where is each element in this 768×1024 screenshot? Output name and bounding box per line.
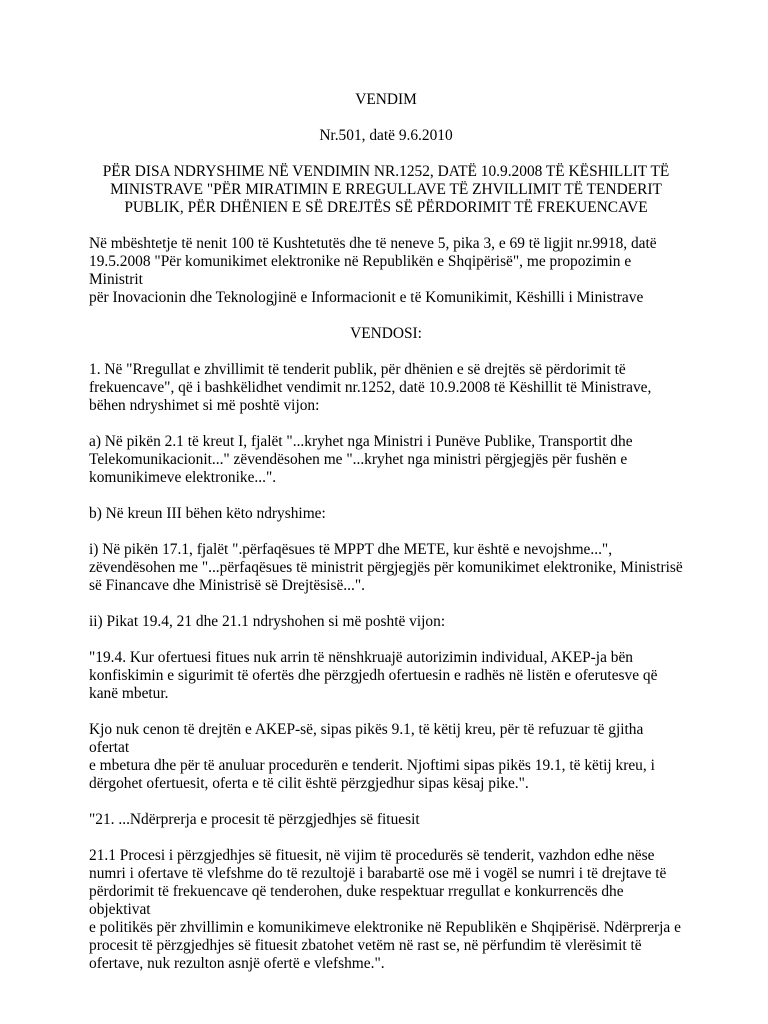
preamble-paragraph [89, 235, 683, 307]
body-line: a) Në pikën 2.1 të kreut I, fjalët "...kryhet nga Ministri i Punëve Publike, Transportit dhe [89, 433, 633, 450]
body-line: "21. ...Ndërprerja e procesit të përzgjedhjes së fituesit [89, 811, 420, 828]
decides-heading: VENDOSI: [350, 325, 422, 342]
body-line: "19.4. Kur ofertuesi fitues nuk arrin të nënshkruajë autorizimin individual, AKEP-ja bën [89, 649, 633, 666]
body-paragraph-19-4 [89, 649, 683, 703]
body-paragraph-akep [89, 721, 683, 793]
subject-line: PËR DISA NDRYSHIME NË VENDIMIN NR.1252, DATË 10.9.2008 TË KËSHILLIT TË [102, 163, 670, 180]
body-paragraph-i [89, 541, 683, 595]
body-paragraph-ii [89, 613, 683, 631]
body-line: dërgohet ofertuesit, oferta e të cilit është përzgjedhur sipas kësaj pike.". [89, 775, 529, 792]
body-line: 1. Në "Rregullat e zhvillimit të tenderit publik, për dhënien e së drejtës së përdorimit të [89, 361, 626, 378]
subject-line: MINISTRAVE "PËR MIRATIMIN E RREGULLAVE TË ZHVILLIMIT TË TENDERIT [110, 181, 662, 198]
body-line: i) Në pikën 17.1, fjalët ".përfaqësues të MPPT dhe METE, kur është e nevojshme...", [89, 541, 613, 558]
preamble-line: për Inovacionin dhe Teknologjinë e Informacionit e të Komunikimit, Këshilli i Ministrave [89, 289, 644, 306]
body-line: kanë mbetur. [89, 685, 169, 702]
body-line: përdorimit të frekuencave që tenderohen, duke respektuar rregullat e konkurrencës dhe objektivat [89, 883, 624, 918]
body-line: konfiskimin e sigurimit të ofertës dhe përzgjedh ofertuesin e radhës në listën e oferutesve që [89, 667, 658, 684]
document-body [89, 91, 683, 991]
body-line: e mbetura dhe për të anuluar procedurën e tenderit. Njoftimi sipas pikës 19.1, të këtij kreu, i [89, 757, 655, 774]
subject-line: PUBLIK, PËR DHËNIEN E SË DREJTËS SË PËRDORIMIT TË FREKUENCAVE [124, 199, 648, 216]
body-paragraph-1 [89, 361, 683, 415]
body-line: 21.1 Procesi i përzgjedhjes së fituesit, në vijim të procedurës së tenderit, vazhdon edhe nëse [89, 847, 655, 864]
body-line: frekuencave", që i bashkëlidhet vendimit nr.1252, datë 10.9.2008 të Këshillit të Ministrave, [89, 379, 652, 396]
preamble-line: 19.5.2008 "Për komunikimet elektronike në Republikën e Shqipërisë", me propozimin e Ministrit [89, 253, 632, 288]
body-line: procesit të përzgjedhjes së fituesit zbatohet vetëm në rast se, në përfundim të vlerësimit të [89, 937, 642, 954]
body-line: b) Në kreun III bëhen këto ndryshime: [89, 505, 326, 522]
body-line: Telekomunikacionit..." zëvendësohen me "...kryhet nga ministri përgjegjës për fushën e [89, 451, 628, 468]
body-paragraph-21-1 [89, 847, 683, 973]
body-line: ii) Pikat 19.4, 21 dhe 21.1 ndryshohen si më poshtë vijon: [89, 613, 446, 630]
body-line: komunikimeve elektronike...". [89, 469, 277, 486]
body-line: së Financave dhe Ministrisë së Drejtësisë...". [89, 577, 365, 594]
preamble-line: Në mbështetje të nenit 100 të Kushtetutës dhe të neneve 5, pika 3, e 69 të ligjit nr.9918, datë [89, 235, 657, 252]
body-line: Kjo nuk cenon të drejtën e AKEP-së, sipas pikës 9.1, të këtij kreu, për të refuzuar të gjitha ofertat [89, 721, 644, 756]
decision-number: Nr.501, datë 9.6.2010 [319, 127, 453, 144]
body-paragraph-b [89, 505, 683, 523]
body-line: numri i ofertave të vlefshme do të rezultojë i barabartë ose më i vogël se numri i të drejtave të [89, 865, 667, 882]
body-line: ofertave, nuk rezulton asnjë ofertë e vlefshme.". [89, 955, 385, 972]
subject-heading [89, 163, 683, 217]
body-paragraph-a [89, 433, 683, 487]
body-paragraph-21 [89, 811, 683, 829]
body-line: zëvendësohen me "...përfaqësues të ministrit përgjegjës për komunikimet elektronike, Ministrisë [89, 559, 683, 576]
document-title: VENDIM [355, 91, 417, 108]
body-line: bëhen ndryshimet si më poshtë vijon: [89, 397, 320, 414]
body-line: e politikës për zhvillimin e komunikimeve elektronike në Republikën e Shqipërisë. Ndërprerja e [89, 919, 681, 936]
